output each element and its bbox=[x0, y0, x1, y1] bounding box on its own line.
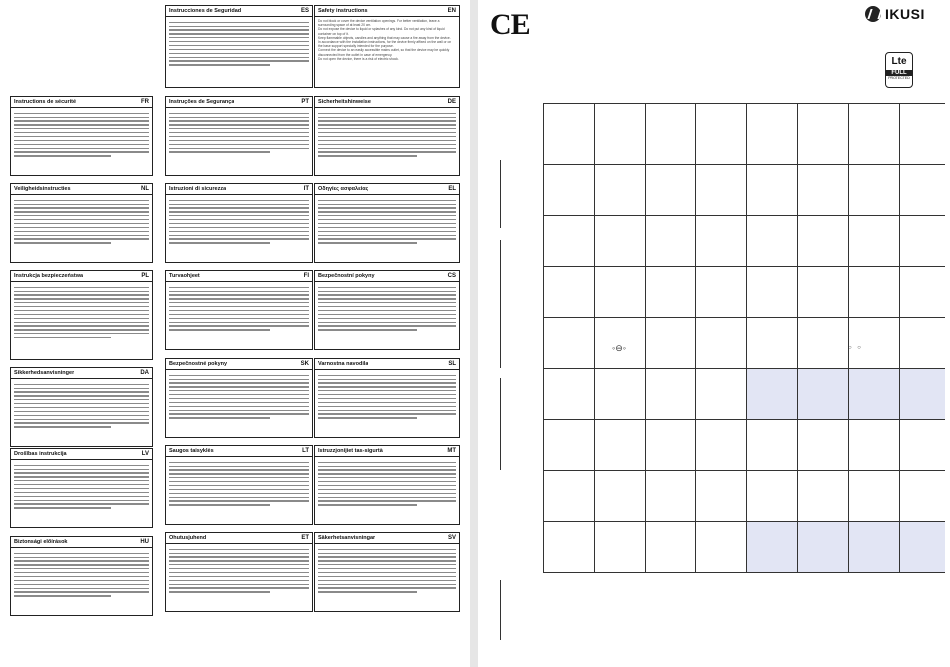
safety-box-fr bbox=[10, 96, 153, 176]
section-title: Veiligheidsinstructies bbox=[14, 186, 71, 192]
row-label-column-2 bbox=[500, 240, 539, 368]
badge-bottom: PROTECTED bbox=[888, 76, 910, 80]
language-code: IT bbox=[303, 186, 309, 192]
table-row bbox=[544, 267, 946, 318]
section-title: Drošības instrukcija bbox=[14, 451, 67, 457]
section-title: Saugos taisyklės bbox=[169, 448, 214, 454]
section-title: Istruzioni di sicurezza bbox=[169, 186, 227, 192]
en-line-1: Do not block or cover the device ventilation openings. For better ventilation, leave a surrounding space of at least 20 cm. bbox=[318, 19, 440, 28]
safety-box-el bbox=[314, 183, 460, 263]
language-code: SL bbox=[448, 361, 456, 367]
section-title: Sikkerhedsanvisninger bbox=[14, 370, 75, 376]
en-line-4: In accordance with the installation instructions, for the device firmly affixed on the wall or on the base support specially intended for the purpose. bbox=[318, 40, 452, 49]
table-row bbox=[544, 420, 946, 471]
language-code: SV bbox=[447, 535, 456, 541]
row-label-column-3 bbox=[500, 378, 539, 470]
language-code: HU bbox=[140, 539, 149, 545]
brand-logo bbox=[865, 6, 925, 22]
safety-box-lt bbox=[165, 445, 313, 525]
section-title: Οδηγίες ασφαλείας bbox=[318, 186, 369, 192]
row-label-column-1 bbox=[500, 160, 539, 228]
page-gutter bbox=[470, 0, 478, 667]
language-code: EL bbox=[448, 186, 456, 192]
language-code: NL bbox=[141, 186, 149, 192]
language-code: PT bbox=[301, 99, 309, 105]
safety-box-de bbox=[314, 96, 460, 176]
table-row bbox=[544, 471, 946, 522]
brand-name: IKUSI bbox=[885, 6, 925, 22]
language-code: FI bbox=[303, 273, 309, 279]
specification-table bbox=[543, 103, 945, 573]
safety-box-cs bbox=[314, 270, 460, 350]
section-title: Instruções de Segurança bbox=[169, 99, 235, 105]
safety-box-en bbox=[314, 5, 460, 88]
safety-box-sk bbox=[165, 358, 313, 438]
table-row bbox=[544, 216, 946, 267]
language-code: DA bbox=[140, 370, 149, 376]
section-title: Instructions de sécurité bbox=[14, 99, 77, 105]
language-code: ES bbox=[300, 8, 309, 14]
safety-box-fi bbox=[165, 270, 313, 350]
connector-symbol-2: ○ ○ bbox=[848, 345, 863, 351]
safety-box-sv bbox=[314, 532, 460, 612]
table-row bbox=[544, 522, 946, 573]
safety-box-nl bbox=[10, 183, 153, 263]
en-line-5: Connect the device to an easily accessible mains outlet, so that the device may be quickly disconnected from the outlet in case of emergency. bbox=[318, 48, 450, 57]
language-code: PL bbox=[141, 273, 149, 279]
section-title: Varnostna navodila bbox=[318, 361, 369, 367]
section-title: Instrucciones de Seguridad bbox=[169, 8, 242, 14]
ikusi-logo-icon bbox=[865, 6, 881, 22]
language-code: LT bbox=[302, 448, 309, 454]
badge-mid: FULL bbox=[886, 70, 912, 76]
safety-box-pl bbox=[10, 270, 153, 360]
row-label-column-4 bbox=[500, 580, 539, 640]
section-title: Instrukcja bezpieczeństwa bbox=[14, 273, 84, 279]
safety-box-it bbox=[165, 183, 313, 263]
safety-box-pt bbox=[165, 96, 313, 176]
safety-box-da bbox=[10, 367, 153, 447]
language-code: LV bbox=[141, 451, 149, 457]
table-row bbox=[544, 369, 946, 420]
language-code: CS bbox=[447, 273, 456, 279]
safety-box-es bbox=[165, 5, 313, 88]
section-title: Sicherheitshinweise bbox=[318, 99, 371, 105]
language-code: DE bbox=[447, 99, 456, 105]
section-title: Ohutusjuhend bbox=[169, 535, 207, 541]
safety-box-mt bbox=[314, 445, 460, 525]
safety-box-et bbox=[165, 532, 313, 612]
language-code: MT bbox=[447, 448, 456, 454]
section-title: Istruzzjonijiet tas-sigurtà bbox=[318, 448, 383, 454]
section-title: Bezpečnostní pokyny bbox=[318, 273, 375, 279]
language-code: EN bbox=[447, 8, 456, 14]
section-title: Bezpečnostné pokyny bbox=[169, 361, 228, 367]
safety-box-hu bbox=[10, 536, 153, 616]
en-line-3: Keep flammable objects, candles and anything that may cause a fire away from the device. bbox=[318, 35, 451, 40]
ce-mark: CE bbox=[490, 8, 530, 41]
en-line-6: Do not open the device, there is a risk of electric shock. bbox=[318, 56, 399, 61]
badge-top: Lte bbox=[891, 56, 907, 67]
table-row bbox=[544, 318, 946, 369]
section-title: Biztonsági előírások bbox=[14, 539, 68, 545]
language-code: FR bbox=[141, 99, 149, 105]
table-row bbox=[544, 165, 946, 216]
language-code: SK bbox=[300, 361, 309, 367]
section-title: Safety instructions bbox=[318, 8, 368, 14]
section-title: Turvaohjeet bbox=[169, 273, 200, 279]
section-title: Säkerhetsanvisningar bbox=[318, 535, 376, 541]
connector-symbol: ◦⊖◦ bbox=[612, 343, 626, 353]
safety-box-lv bbox=[10, 448, 153, 528]
en-line-2: Do not expose the device to liquid or splashes of any kind. Do not put any kind of liquid container on top of it. bbox=[318, 27, 445, 36]
safety-box-sl bbox=[314, 358, 460, 438]
lte-protected-badge bbox=[885, 52, 913, 88]
table-row bbox=[544, 104, 946, 165]
language-code: ET bbox=[301, 535, 309, 541]
